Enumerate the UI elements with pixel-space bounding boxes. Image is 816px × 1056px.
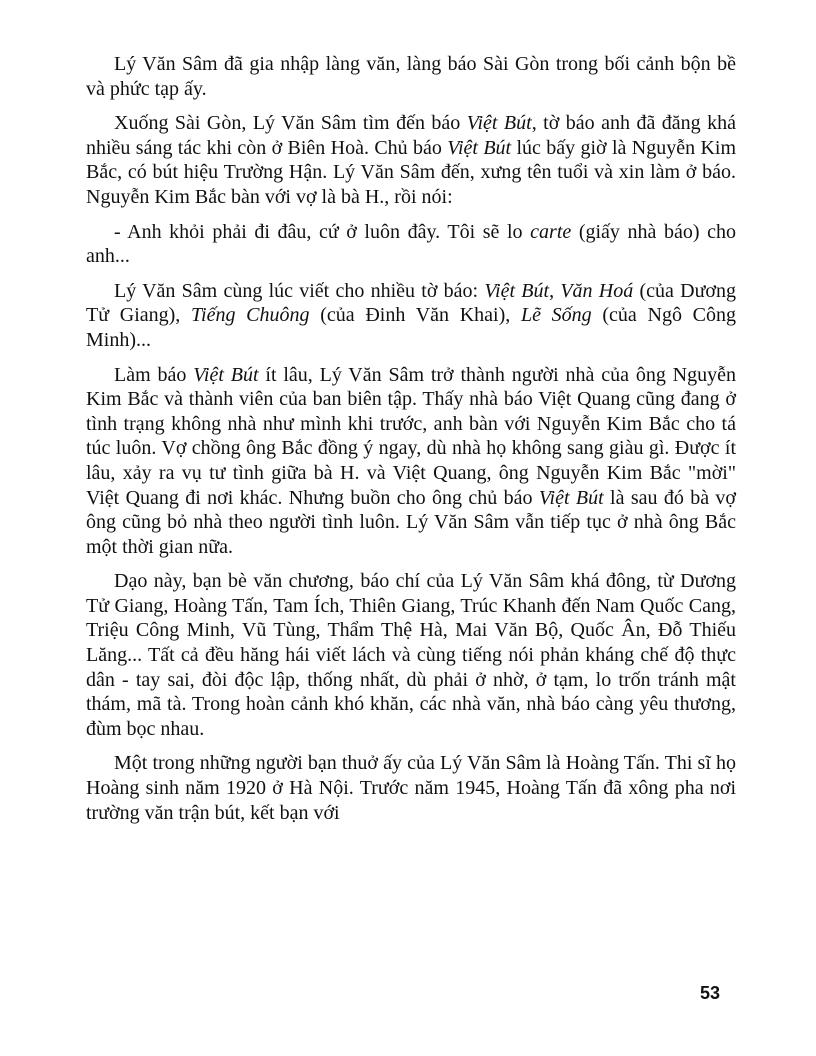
document-body <box>86 52 736 825</box>
italic-title-text: Việt Bút <box>193 363 259 386</box>
paragraph <box>86 751 736 825</box>
paragraph-text: , <box>549 279 561 302</box>
italic-title-text: Việt Bút <box>484 279 550 302</box>
paragraph <box>86 52 736 101</box>
paragraph <box>86 111 736 209</box>
italic-title-text: Việt Bút <box>538 486 604 509</box>
italic-title-text: Việt Bút <box>447 136 512 159</box>
page-number: 53 <box>700 983 721 1003</box>
paragraph <box>86 363 736 560</box>
paragraph-text: - Anh khỏi phải đi đâu, cứ ở luôn đây. Tôi sẽ lo <box>114 220 531 243</box>
paragraph-text: ít lâu, Lý Văn Sâm trở thành người nhà của ông Nguyễn Kim Bắc và thành viên của ban biên tập. Thấy nhà báo Việt Quang cũng đang ở tình trạng không nhà như mình khi trước, anh bàn với Nguyễn Kim Bắc cho tá túc luôn. Vợ chồng ông Bắc đồng ý ngay, dù nhà họ không sang giàu gì. Được ít lâu, xảy ra vụ tư tình giữa bà H. và Việt Quang, ông Nguyễn Kim Bắc "mời" Việt Quang đi nơi khác. Nhưng buồn cho ông chủ báo <box>86 363 737 509</box>
paragraph-text: , tờ báo anh đã đăng khá nhiều sáng tác khi còn ở Biên Hoà. Chủ báo <box>86 112 736 159</box>
dialogue-paragraph <box>86 220 736 269</box>
italic-title-text: Lẽ Sống <box>520 304 592 327</box>
italic-title-text: carte <box>530 220 572 243</box>
paragraph-text: Một trong những người bạn thuở ấy của Lý Văn Sâm là Hoàng Tấn. Thi sĩ họ Hoàng sinh năm 1920 ở Hà Nội. Trước năm 1945, Hoàng Tấn đã xông pha nơi trường văn trận bút, kết bạn với <box>86 752 736 824</box>
paragraph-text: (của Ngô Công Minh)... <box>86 304 737 351</box>
paragraph-text: lúc bấy giờ là Nguyễn Kim Bắc, có bút hiệu Trường Hận. Lý Văn Sâm đến, xưng tên tuổi và xin làm ở báo. Nguyễn Kim Bắc bàn với vợ là bà H., rồi nói: <box>86 136 736 208</box>
paragraph-text: (của Đinh Văn Khai), <box>309 304 521 327</box>
paragraph-text: Lý Văn Sâm cùng lúc viết cho nhiều tờ báo: <box>114 279 485 302</box>
paragraph-text: (giấy nhà báo) cho anh... <box>86 220 736 268</box>
paragraph-text: (của Dương Tử Giang), <box>86 279 736 327</box>
paragraph <box>86 279 736 353</box>
paragraph-text: Xuống Sài Gòn, Lý Văn Sâm tìm đến báo <box>114 112 467 135</box>
italic-title-text: Tiếng Chuông <box>191 304 310 327</box>
italic-title-text: Văn Hoá <box>560 279 634 302</box>
paragraph-text: Dạo này, bạn bè văn chương, báo chí của Lý Văn Sâm khá đông, từ Dương Tử Giang, Hoàng Tấn, Tam Ích, Thiên Giang, Trúc Khanh đến Nam Quốc Cang, Triệu Công Minh, Vũ Tùng, Thẩm Thệ Hà, Mai Văn Bộ, Quốc Ân, Đỗ Thiếu Lăng... Tất cả đều hăng hái viết lách và cùng tiếng nói phản kháng chế độ thực dân - tay sai, đòi độc lập, thống nhất, dù phải ở nhờ, ở tạm, lo trốn tránh mật thám, mã tà. Trong hoàn cảnh khó khăn, các nhà văn, nhà báo càng yêu thương, đùm bọc nhau. <box>86 570 736 740</box>
italic-title-text: Việt Bút <box>466 112 532 135</box>
paragraph-text: là sau đó bà vợ ông cũng bỏ nhà theo người tình luôn. Lý Văn Sâm vẫn tiếp tục ở nhà ông Bắc một thời gian nữa. <box>86 486 737 558</box>
paragraph-text: Làm báo <box>114 363 194 386</box>
paragraph-text: Lý Văn Sâm đã gia nhập làng văn, làng báo Sài Gòn trong bối cảnh bộn bề và phức tạp ấy. <box>86 53 736 100</box>
paragraph <box>86 569 736 741</box>
